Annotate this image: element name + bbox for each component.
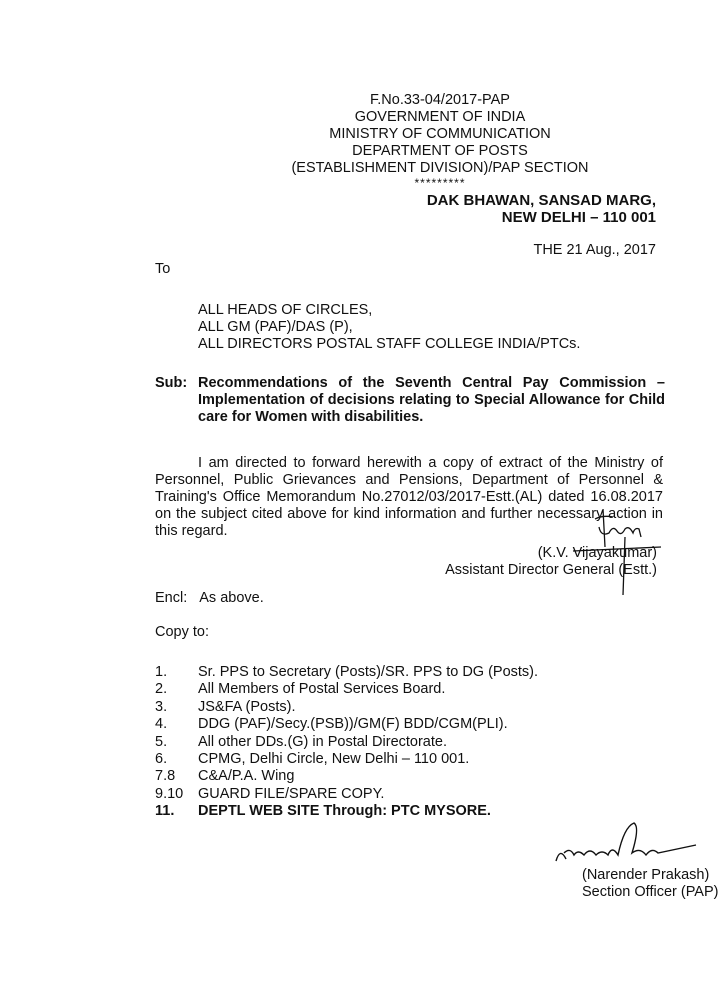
- signatory-designation: Assistant Director General (Estt.): [445, 562, 657, 578]
- office-address: [427, 192, 656, 226]
- addressee-list: [198, 302, 580, 353]
- list-item: [155, 751, 538, 768]
- list-item: [155, 664, 538, 681]
- enclosure-label: Encl:: [155, 590, 188, 606]
- letter-date: THE 21 Aug., 2017: [533, 242, 656, 258]
- header-line: DEPARTMENT OF POSTS: [352, 143, 528, 159]
- item-number: 1.: [155, 664, 168, 680]
- signatory-name: (Narender Prakash): [582, 867, 710, 883]
- copy-to-list: [155, 664, 538, 821]
- list-item: [155, 768, 538, 785]
- list-item: [155, 681, 538, 698]
- to-label: To: [155, 261, 171, 277]
- signature-block-section-officer: [582, 867, 718, 901]
- addressee: ALL DIRECTORS POSTAL STAFF COLLEGE INDIA/PTCs.: [198, 336, 581, 352]
- handwritten-signature-icon: [543, 507, 663, 597]
- item-text: All other DDs.(G) in Postal Directorate.: [198, 733, 447, 750]
- item-number: 2.: [155, 681, 168, 698]
- subject-text: Recommendations of the Seventh Central Pay Commission – Implementation of decisions relating to Special Allowance for Child care for Women with disabilities.: [198, 375, 665, 425]
- list-item: [155, 734, 538, 751]
- address-line: NEW DELHI – 110 001: [501, 209, 656, 226]
- addressee: ALL HEADS OF CIRCLES,: [198, 302, 373, 318]
- item-number: 5.: [155, 733, 168, 750]
- list-item: [155, 803, 538, 820]
- file-number: F.No.33-04/2017-PAP: [370, 92, 510, 108]
- item-number: 4.: [155, 716, 168, 733]
- copy-to-label: Copy to:: [155, 624, 209, 640]
- signature-block-adg: [445, 545, 657, 579]
- item-number: 11.: [155, 803, 175, 820]
- signatory-name: (K.V. Vijayakumar): [537, 545, 657, 561]
- subject-label: Sub:: [155, 375, 188, 391]
- list-item: [155, 699, 538, 716]
- enclosure-value: As above.: [199, 590, 264, 606]
- separator-stars: *********: [414, 176, 466, 190]
- list-item: [155, 716, 538, 733]
- list-item: [155, 786, 538, 803]
- header-line: MINISTRY OF COMMUNICATION: [329, 126, 551, 142]
- item-text: GUARD FILE/SPARE COPY.: [198, 785, 385, 802]
- item-text: DDG (PAF)/Secy.(PSB))/GM(F) BDD/CGM(PLI).: [198, 716, 508, 733]
- item-number: 6.: [155, 751, 168, 768]
- subject: [155, 375, 665, 426]
- item-number: 7.8: [155, 768, 176, 785]
- item-number: 3.: [155, 698, 168, 715]
- body-text: I am directed to forward herewith a copy of extract of the Ministry of Personnel, Public Grievances and Pensions, Department of Personnel & Training's Office Memorandum No.27012/03/2017-Estt.(AL) dated 16.08.2017 on the subject cited above for kind information and further necessary action in this regard.: [155, 455, 663, 539]
- signatory-designation: Section Officer (PAP): [582, 884, 719, 900]
- item-number: 9.10: [155, 785, 184, 802]
- letter-header: [240, 92, 640, 189]
- item-text: JS&FA (Posts).: [198, 698, 296, 715]
- addressee: ALL GM (PAF)/DAS (P),: [198, 319, 353, 335]
- address-line: DAK BHAWAN, SANSAD MARG,: [426, 192, 656, 209]
- item-text: Sr. PPS to Secretary (Posts)/SR. PPS to DG (Posts).: [198, 664, 539, 680]
- item-text: DEPTL WEB SITE Through: PTC MYSORE.: [198, 803, 491, 820]
- item-text: CPMG, Delhi Circle, New Delhi – 110 001.: [198, 751, 470, 768]
- item-text: C&A/P.A. Wing: [198, 768, 295, 785]
- header-line: (ESTABLISHMENT DIVISION)/PAP SECTION: [291, 160, 589, 176]
- enclosure: [155, 590, 264, 607]
- handwritten-signature-icon: [550, 817, 700, 869]
- item-text: All Members of Postal Services Board.: [198, 681, 446, 698]
- header-line: GOVERNMENT OF INDIA: [354, 109, 526, 125]
